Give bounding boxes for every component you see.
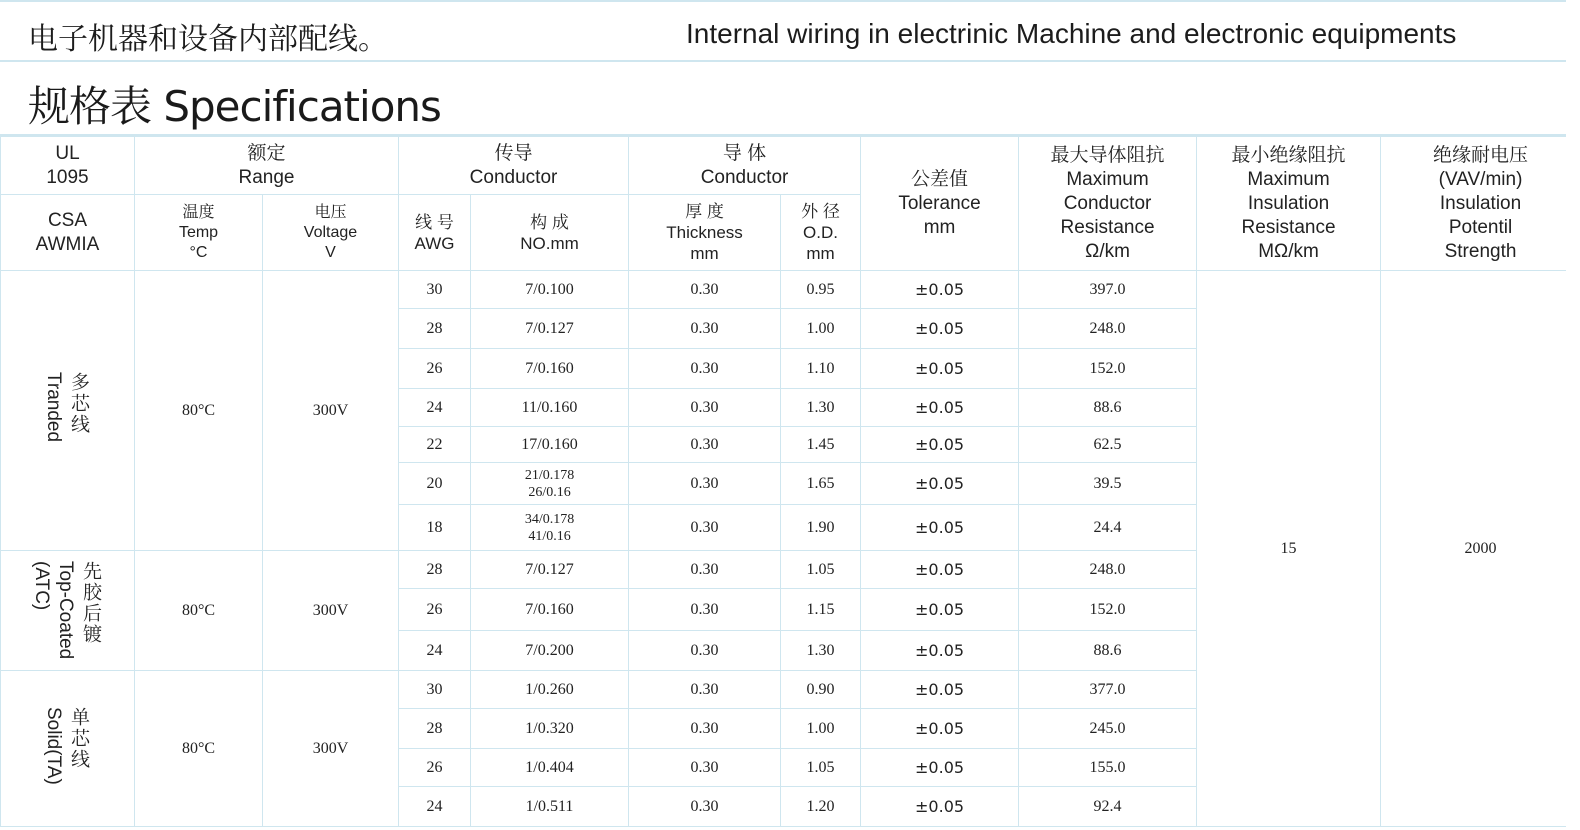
resistance-cell: 397.0 [1019, 271, 1197, 309]
construction-cell [471, 589, 629, 631]
max-resistance-header: 最大导体阻抗 Maximum Conductor Resistance Ω/km [1019, 137, 1197, 271]
wire-type-vertical-text [42, 707, 93, 785]
construction-value: 26/0.16 [528, 484, 571, 500]
thickness-header: 厚 度 Thickness mm [629, 195, 781, 271]
tolerance-cell: ±0.05 [861, 505, 1019, 551]
construction-value: 7/0.127 [525, 560, 574, 578]
thickness-cell: 0.30 [629, 589, 781, 631]
thickness-cell: 0.30 [629, 551, 781, 589]
wire-type-en: Solid(TA) [43, 706, 64, 785]
voltage-cell: 300V [263, 671, 399, 827]
wire-type-en: Top-Coated [55, 561, 76, 660]
construction-cell [471, 349, 629, 389]
awg-cell: 30 [399, 671, 471, 709]
no-mm-header: 构 成 NO.mm [471, 195, 629, 271]
voltage-strength-cell: 2000 [1381, 271, 1580, 827]
temp-cell: 80°C [135, 551, 263, 671]
resistance-cell: 88.6 [1019, 389, 1197, 427]
awg-header: 线 号 AWG [399, 195, 471, 271]
awg-cell: 26 [399, 589, 471, 631]
thickness-cell: 0.30 [629, 463, 781, 505]
tolerance-cell: ±0.05 [861, 551, 1019, 589]
od-cell: 1.30 [781, 631, 861, 671]
tolerance-cell: ±0.05 [861, 589, 1019, 631]
header-bar [0, 0, 1580, 62]
tolerance-cell: ±0.05 [861, 271, 1019, 309]
awg-cell: 24 [399, 631, 471, 671]
wire-type-vertical-text [42, 372, 93, 442]
od-cell: 0.90 [781, 671, 861, 709]
awg-cell: 28 [399, 709, 471, 749]
construction-value: 1/0.320 [525, 719, 574, 737]
construction-value: 7/0.200 [525, 641, 574, 659]
resistance-cell: 62.5 [1019, 427, 1197, 463]
wire-type-label [1, 551, 135, 671]
right-edge-margin [1566, 0, 1580, 830]
od-header: 外 径 O.D. mm [781, 195, 861, 271]
construction-cell [471, 709, 629, 749]
thickness-cell: 0.30 [629, 427, 781, 463]
resistance-cell: 39.5 [1019, 463, 1197, 505]
construction-cell [471, 749, 629, 787]
range-header: 额定 Range [135, 137, 399, 195]
awg-cell: 28 [399, 309, 471, 349]
awg-cell: 20 [399, 463, 471, 505]
conductor-header: 传导 Conductor [399, 137, 629, 195]
tolerance-cell: ±0.05 [861, 709, 1019, 749]
csa-header: CSA AWMIA [1, 195, 135, 271]
thickness-cell: 0.30 [629, 271, 781, 309]
thickness-cell: 0.30 [629, 505, 781, 551]
od-cell: 1.30 [781, 389, 861, 427]
construction-value: 7/0.127 [525, 319, 574, 337]
tolerance-header: 公差值 Tolerance mm [861, 137, 1019, 271]
construction-cell [471, 551, 629, 589]
awg-cell: 26 [399, 749, 471, 787]
conductor-body-header: 导 体 Conductor [629, 137, 861, 195]
awg-cell: 24 [399, 389, 471, 427]
awg-cell: 26 [399, 349, 471, 389]
tolerance-cell: ±0.05 [861, 309, 1019, 349]
tolerance-cell: ±0.05 [861, 389, 1019, 427]
od-cell: 1.00 [781, 709, 861, 749]
construction-cell [471, 427, 629, 463]
resistance-cell: 377.0 [1019, 671, 1197, 709]
temp-cell: 80°C [135, 271, 263, 551]
header-english-text: Internal wiring in electrinic Machine and electronic equipments [686, 18, 1457, 49]
od-cell: 1.00 [781, 309, 861, 349]
tolerance-cell: ±0.05 [861, 349, 1019, 389]
tolerance-cell: ±0.05 [861, 787, 1019, 827]
temp-cell: 80°C [135, 671, 263, 827]
od-cell: 1.90 [781, 505, 861, 551]
thickness-cell: 0.30 [629, 349, 781, 389]
thickness-cell: 0.30 [629, 671, 781, 709]
construction-cell [471, 631, 629, 671]
construction-value: 21/0.178 [524, 467, 575, 483]
wire-type-cn: 先胶后镀 [80, 561, 102, 646]
voltage-header: 电压 Voltage V [263, 195, 399, 271]
construction-cell [471, 271, 629, 309]
wire-type-en: (ATC) [31, 561, 52, 611]
wire-type-cn: 多芯线 [68, 372, 90, 436]
tolerance-cell: ±0.05 [861, 463, 1019, 505]
thickness-cell: 0.30 [629, 309, 781, 349]
resistance-cell: 155.0 [1019, 749, 1197, 787]
thickness-cell: 0.30 [629, 389, 781, 427]
construction-value: 1/0.404 [525, 758, 574, 776]
withstand-header: 绝缘耐电压 (VAV/min) Insulation Potentil Strength [1381, 137, 1580, 271]
od-cell: 1.15 [781, 589, 861, 631]
resistance-cell: 92.4 [1019, 787, 1197, 827]
insulation-resistance-cell: 15 [1197, 271, 1381, 827]
awg-cell: 18 [399, 505, 471, 551]
tolerance-cell: ±0.05 [861, 671, 1019, 709]
construction-cell [471, 309, 629, 349]
construction-value: 7/0.160 [525, 359, 574, 377]
construction-cell [471, 505, 629, 551]
od-cell: 1.65 [781, 463, 861, 505]
construction-value: 41/0.16 [528, 528, 571, 544]
construction-cell [471, 389, 629, 427]
construction-cell [471, 463, 629, 505]
construction-cell [471, 671, 629, 709]
tolerance-cell: ±0.05 [861, 427, 1019, 463]
thickness-cell: 0.30 [629, 631, 781, 671]
construction-cell [471, 787, 629, 827]
header-chinese-text: 电子机器和设备内部配线。 [28, 22, 388, 57]
construction-value: 7/0.160 [525, 600, 574, 618]
awg-cell: 28 [399, 551, 471, 589]
construction-value: 1/0.260 [525, 680, 574, 698]
tolerance-cell: ±0.05 [861, 631, 1019, 671]
resistance-cell: 245.0 [1019, 709, 1197, 749]
wire-type-vertical-text [30, 561, 105, 659]
construction-value: 1/0.511 [525, 797, 574, 815]
wire-type-label [1, 671, 135, 827]
awg-cell: 24 [399, 787, 471, 827]
temp-header: 温度 Temp °C [135, 195, 263, 271]
wire-type-en: Tranded [43, 372, 64, 443]
od-cell: 1.05 [781, 551, 861, 589]
resistance-cell: 24.4 [1019, 505, 1197, 551]
thickness-cell: 0.30 [629, 787, 781, 827]
page-title: 规格表 Specifications [28, 82, 441, 131]
awg-cell: 30 [399, 271, 471, 309]
resistance-cell: 248.0 [1019, 551, 1197, 589]
construction-value: 7/0.100 [525, 280, 574, 298]
voltage-cell: 300V [263, 271, 399, 551]
construction-value: 17/0.160 [521, 435, 578, 453]
wire-type-label [1, 271, 135, 551]
thickness-cell: 0.30 [629, 709, 781, 749]
awg-cell: 22 [399, 427, 471, 463]
od-cell: 1.45 [781, 427, 861, 463]
od-cell: 1.05 [781, 749, 861, 787]
construction-value: 11/0.160 [521, 398, 578, 416]
ul-header: UL 1095 [1, 137, 135, 195]
resistance-cell: 152.0 [1019, 589, 1197, 631]
min-insulation-header: 最小绝缘阻抗 Maximum Insulation Resistance MΩ/km [1197, 137, 1381, 271]
thickness-cell: 0.30 [629, 749, 781, 787]
spec-table-body [1, 271, 1580, 827]
spec-table-container [0, 134, 1580, 830]
od-cell: 0.95 [781, 271, 861, 309]
voltage-cell: 300V [263, 551, 399, 671]
od-cell: 1.20 [781, 787, 861, 827]
table-row [1, 271, 1580, 309]
construction-value: 34/0.178 [524, 511, 575, 527]
tolerance-cell: ±0.05 [861, 749, 1019, 787]
resistance-cell: 248.0 [1019, 309, 1197, 349]
od-cell: 1.10 [781, 349, 861, 389]
spec-table [0, 136, 1580, 827]
resistance-cell: 88.6 [1019, 631, 1197, 671]
resistance-cell: 152.0 [1019, 349, 1197, 389]
wire-type-cn: 单芯线 [68, 706, 90, 770]
